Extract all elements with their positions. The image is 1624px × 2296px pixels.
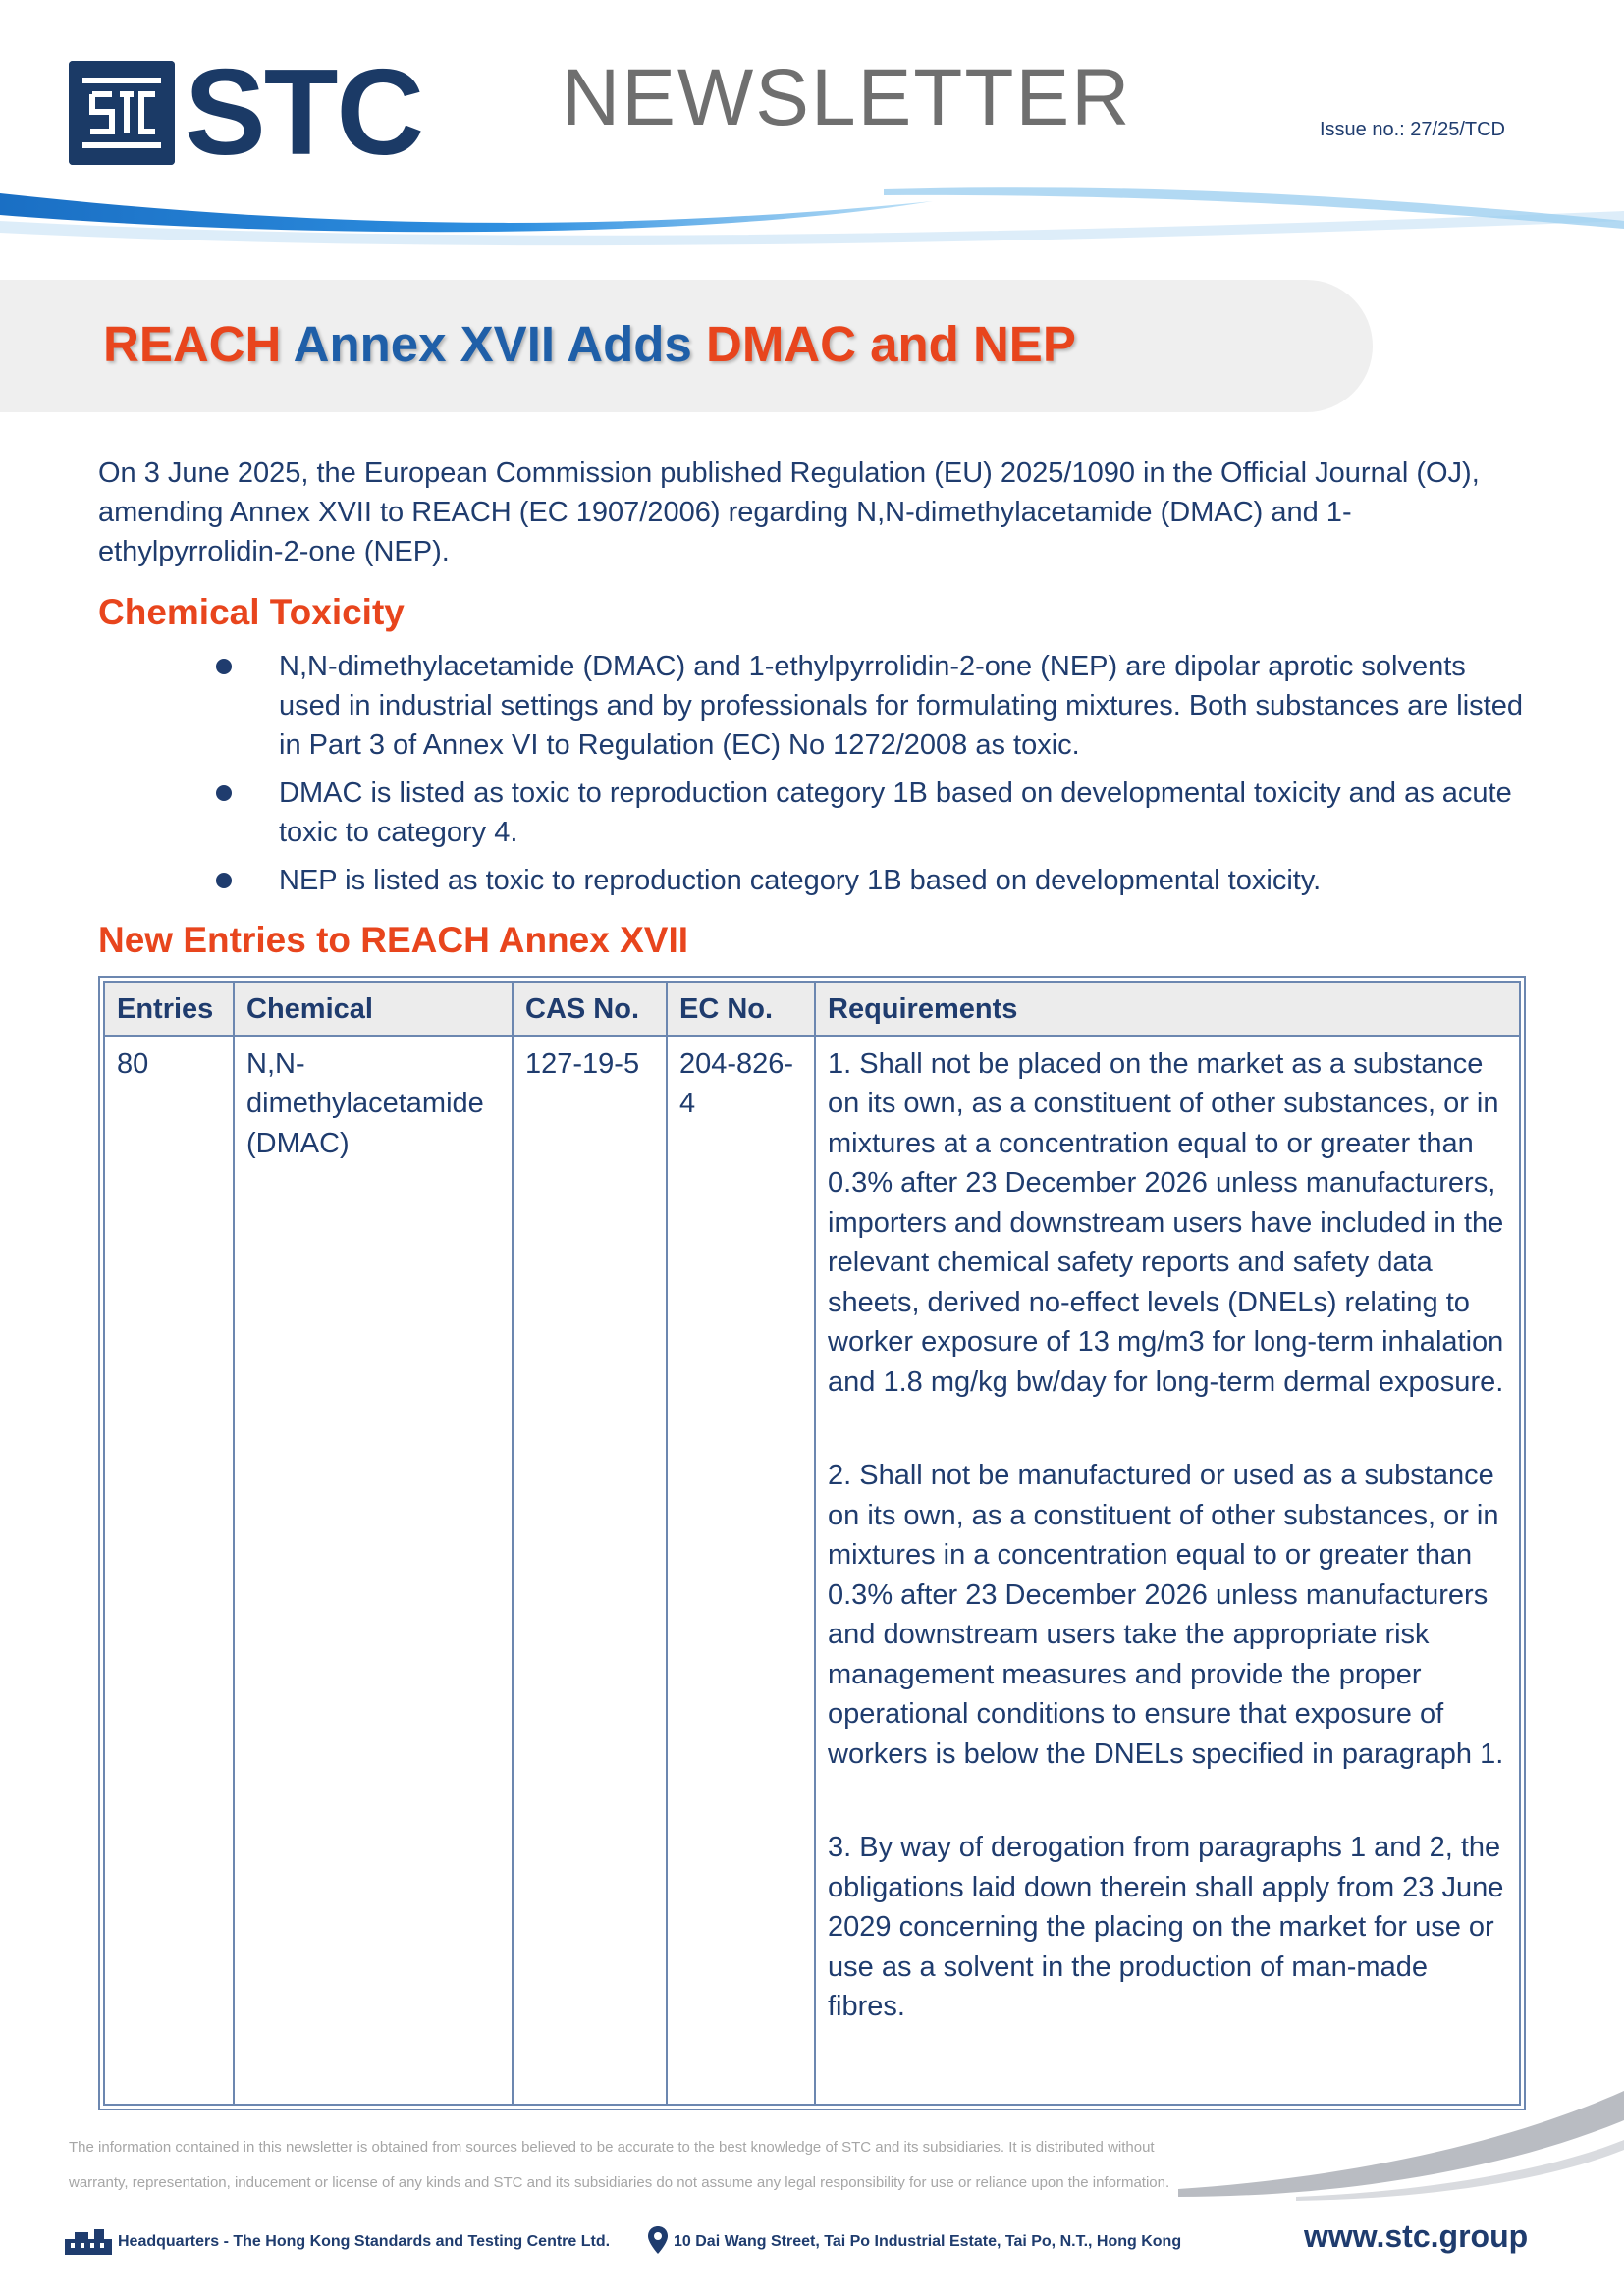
bullet-icon — [216, 873, 232, 888]
title-part-substances: DMAC and NEP — [705, 316, 1076, 372]
bullet-icon — [216, 785, 232, 801]
requirement-paragraph-3: 3. By way of derogation from paragraphs 1 and 2, the obligations laid down therein shall apply from 23 June 2029 concerning the placing on the market for use or use as a solvent in the production of man-made fibres. — [828, 1832, 1504, 2022]
list-item — [216, 861, 1532, 900]
column-header-chemical: Chemical — [234, 982, 513, 1036]
entries-table-frame — [98, 976, 1526, 2110]
list-item — [216, 774, 1532, 852]
table-header-row — [104, 982, 1520, 1036]
title-part-annex: Annex XVII Adds — [293, 316, 692, 372]
stc-logo-mark-icon — [69, 61, 175, 165]
column-header-entries: Entries — [104, 982, 234, 1036]
column-header-cas-no: CAS No. — [513, 982, 667, 1036]
title-part-reach: REACH — [103, 316, 282, 372]
footer-address: 10 Dai Wang Street, Tai Po Industrial Estate, Tai Po, N.T., Hong Kong — [674, 2233, 1182, 2250]
stc-logo — [69, 45, 461, 181]
cell-requirements — [815, 1036, 1520, 2106]
bullet-text: NEP is listed as toxic to reproduction category 1B based on developmental toxicity. — [279, 865, 1322, 896]
cell-chemical: N,N-dimethylacetamide (DMAC) — [234, 1036, 513, 2106]
intro-paragraph: On 3 June 2025, the European Commission published Regulation (EU) 2025/1090 in the Official Journal (OJ), amending Annex XVII to REACH (EC 1907/2006) regarding N,N-dimethylacetamide (DMAC) and 1-ethylpyrrolidin-2-one (NEP). — [98, 457, 1480, 567]
header-swoosh-decoration — [0, 182, 1624, 260]
cell-ec-no: 204-826-4 — [667, 1036, 815, 2106]
stc-logo-text: STC — [185, 45, 422, 181]
requirement-paragraph-1: 1. Shall not be placed on the market as a substance on its own, as a constituent of other substances, or in mixtures at a concentration equal to or greater than 0.3% after 23 December 2026 unless manufacturers, importers and downstream users have included in the relevant chemical safety reports and safety data sheets, derived no-effect levels (DNELs) relating to worker exposure of 13 mg/m3 for long-term inhalation and 1.8 mg/kg bw/day for long-term dermal exposure. — [828, 1047, 1504, 1398]
location-pin-icon — [648, 2226, 668, 2254]
disclaimer-line-2: warranty, representation, inducement or license of any kinds and STC and its subsidiaries do not assume any legal responsibility for use or reliance upon the information. — [69, 2174, 1170, 2191]
bullet-text: N,N-dimethylacetamide (DMAC) and 1-ethylpyrrolidin-2-one (NEP) are dipolar aprotic solvents used in industrial settings and by professionals for formulating mixtures. Both substances are listed in Part 3 of Annex VI to Regulation (EC) No 1272/2008 as toxic. — [279, 651, 1523, 761]
newsletter-label: NEWSLETTER — [562, 53, 1132, 142]
toxicity-bullet-list — [216, 647, 1532, 909]
bullet-text: DMAC is listed as toxic to reproduction category 1B based on developmental toxicity and as acute toxic to category 4. — [279, 777, 1512, 848]
issue-number: Issue no.: 27/25/TCD — [1320, 119, 1505, 140]
table-row — [104, 1036, 1520, 2106]
bullet-icon — [216, 659, 232, 674]
page-title — [103, 312, 1076, 377]
website-link[interactable]: www.stc.group — [1304, 2218, 1529, 2254]
section-heading-chemical-toxicity: Chemical Toxicity — [98, 592, 405, 632]
column-header-ec-no: EC No. — [667, 982, 815, 1036]
requirement-paragraph-2: 2. Shall not be manufactured or used as a substance on its own, as a constituent of other substances, or in mixtures in a concentration equal to or greater than 0.3% after 23 December 2026 unless manufacturers and downstream users take the appropriate risk management measures and provide the proper operational conditions to ensure that exposure of workers is below the DNELs specified in paragraph 1. — [828, 1460, 1504, 1770]
disclaimer-line-1: The information contained in this newsletter is obtained from sources believed to be accurate to the best knowledge of STC and its subsidiaries. It is distributed without — [69, 2139, 1155, 2156]
section-heading-new-entries: New Entries to REACH Annex XVII — [98, 920, 689, 960]
cell-entry: 80 — [104, 1036, 234, 2106]
entries-table — [103, 981, 1521, 2106]
cell-cas-no: 127-19-5 — [513, 1036, 667, 2106]
building-icon — [65, 2229, 112, 2255]
footer-swoosh-decoration — [1178, 2081, 1624, 2209]
disclaimer — [69, 2130, 1316, 2201]
list-item — [216, 647, 1532, 765]
footer-headquarters: Headquarters - The Hong Kong Standards and Testing Centre Ltd. — [118, 2233, 611, 2250]
column-header-requirements: Requirements — [815, 982, 1520, 1036]
